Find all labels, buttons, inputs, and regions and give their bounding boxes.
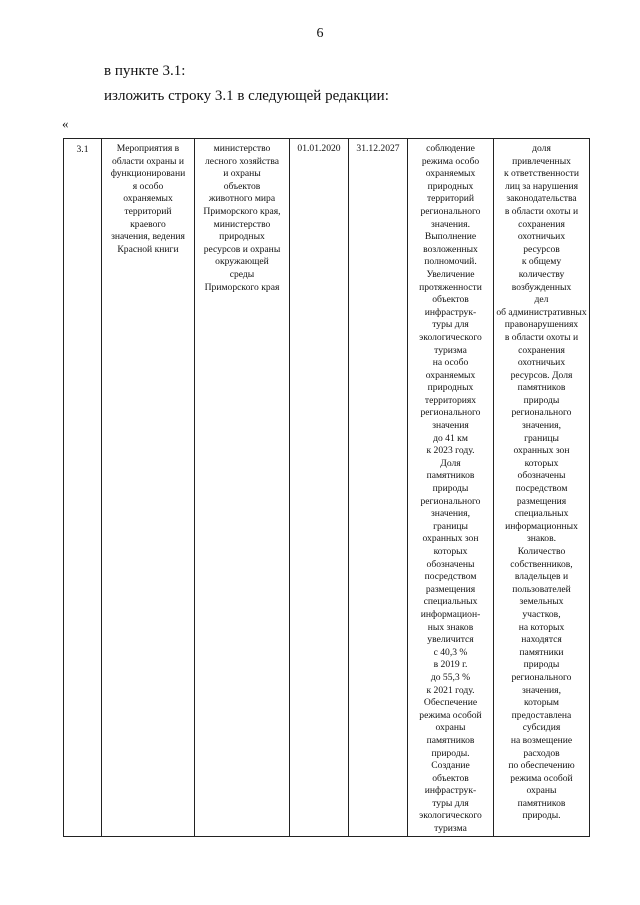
cell-text-line: дел	[534, 294, 549, 306]
amendment-point-text: в пункте 3.1:	[104, 63, 186, 79]
cell-text-line: значения.	[431, 218, 470, 230]
cell-text-line: значения,	[431, 508, 470, 520]
cell-text-line: правонарушениях	[504, 319, 579, 331]
cell-text-line: Приморского края	[204, 281, 280, 293]
cell-text-line: возложенных	[423, 243, 478, 255]
cell-text-line: охраны	[435, 722, 466, 734]
cell-text-line: охраняемых	[123, 193, 173, 205]
cell-text-line: по обеспечению	[508, 760, 575, 772]
cell-text-line: памятников	[517, 797, 566, 809]
cell-text-line: регионального	[511, 671, 572, 683]
amendment-instruction-text: изложить строку 3.1 в следующей редакции:	[104, 88, 389, 104]
cell-text-line: сохранения	[518, 344, 565, 356]
cell-text-line: Количество	[517, 546, 566, 557]
program-table	[63, 138, 590, 837]
cell-text-line: памятников	[426, 470, 475, 482]
cell-text-line: с 40,3 %	[433, 646, 468, 658]
cell-text-line: Красной книги	[117, 243, 179, 255]
cell-text-line: туры для	[432, 797, 469, 809]
cell-text-line: соблюдение	[426, 143, 475, 154]
cell-text-line: режима особой	[419, 709, 482, 721]
cell-text-line: в 2019 г.	[433, 659, 468, 671]
cell-text-line: среды	[229, 268, 255, 280]
cell-text-line: значения,	[522, 684, 561, 696]
start-date: 01.01.2020	[297, 143, 341, 154]
cell-text-line: размещения	[425, 583, 476, 595]
cell-text-line: расходов	[523, 747, 560, 759]
cell-text-line: охраняемых	[425, 168, 476, 180]
indicator-cell	[494, 139, 590, 837]
cell-text-line: охотничьих	[517, 357, 566, 369]
cell-text-line: на особо	[432, 357, 469, 369]
row-number-cell	[64, 139, 102, 837]
cell-text-line: области охраны и	[112, 155, 184, 167]
cell-text-line: протяженности	[419, 281, 482, 293]
cell-text-line: посредством	[515, 483, 568, 495]
result-cell	[408, 139, 494, 837]
cell-text-line: природы	[523, 394, 560, 406]
cell-text-line: посредством	[424, 571, 477, 583]
cell-text-line: животного мира	[208, 193, 276, 205]
cell-text-line: ресурсов	[523, 243, 560, 255]
cell-text-line: инфраструк-	[424, 785, 477, 797]
cell-text-line: экологического	[419, 331, 482, 343]
cell-text-line: министерство	[213, 218, 271, 230]
responsible-cell	[195, 139, 290, 837]
cell-text-line: границы	[433, 520, 468, 532]
cell-text-line: законодательства	[506, 193, 577, 205]
cell-text-line: значения, ведения	[111, 231, 185, 243]
end-date-cell	[349, 139, 408, 837]
cell-text-line: объектов	[432, 294, 469, 306]
cell-text-line: знаков.	[526, 533, 557, 545]
cell-text-line: туризма	[434, 823, 467, 835]
cell-text-line: режима особой	[510, 772, 573, 784]
cell-text-line: возбужденных	[511, 281, 572, 293]
cell-text-line: охотничьих	[517, 231, 566, 243]
cell-text-line: ных знаков	[427, 621, 474, 633]
cell-text-line: охраняемых	[425, 369, 476, 381]
start-date-cell	[290, 139, 349, 837]
cell-text-line: Увеличение	[426, 268, 475, 280]
cell-text-line: памятников	[517, 382, 566, 394]
activity-cell	[102, 139, 195, 837]
cell-text-line: природных	[427, 382, 474, 394]
cell-text-line: природных	[219, 231, 265, 243]
cell-text-line: лесного хозяйства	[204, 155, 280, 167]
cell-text-line: регионального	[420, 205, 481, 217]
cell-text-line: памятников	[426, 734, 475, 746]
cell-text-line: до 55,3 %	[430, 671, 471, 683]
cell-text-line: объектов	[432, 772, 469, 784]
cell-text-line: собственников,	[510, 558, 573, 570]
page-number: 6	[316, 26, 324, 41]
opening-quote-mark: «	[62, 116, 69, 131]
cell-text-line: к общему	[521, 256, 562, 268]
cell-text-line: обозначены	[517, 470, 566, 482]
cell-text-line: обозначены	[426, 558, 475, 570]
cell-text-line: природы	[523, 659, 560, 671]
cell-text-line: лиц за нарушения	[504, 180, 579, 192]
cell-text-line: объектов	[223, 180, 261, 192]
row-number: 3.1	[76, 144, 89, 155]
cell-text-line: полномочий.	[424, 256, 477, 268]
cell-text-line: специальных	[514, 508, 569, 520]
cell-text-line: привлеченных	[512, 155, 571, 167]
cell-text-line: природы.	[431, 747, 470, 759]
cell-text-line: земельных	[519, 596, 564, 608]
cell-text-line: владельцев и	[514, 571, 569, 583]
cell-text-line: количеству	[518, 268, 565, 280]
cell-text-line: информацион-	[420, 608, 481, 620]
cell-text-line: режима особо	[421, 155, 480, 167]
table-row	[64, 139, 590, 837]
cell-text-line: доля	[532, 143, 551, 154]
cell-text-line: регионального	[420, 407, 481, 419]
cell-text-line: информационных	[505, 520, 578, 532]
cell-text-line: предоставлена	[511, 709, 572, 721]
cell-text-line: Мероприятия в	[116, 143, 180, 154]
cell-text-line: туризма	[434, 344, 467, 356]
cell-text-line: природных	[427, 180, 474, 192]
cell-text-line: увеличится	[427, 634, 474, 646]
cell-text-line: субсидия	[522, 722, 561, 734]
cell-text-line: природы	[432, 483, 469, 495]
cell-text-line: до 41 км	[433, 432, 468, 444]
cell-text-line: размещения	[516, 495, 567, 507]
cell-text-line: Доля	[440, 457, 461, 469]
cell-text-line: регионального	[420, 495, 481, 507]
end-date: 31.12.2027	[356, 143, 400, 154]
cell-text-line: охранных зон	[513, 445, 570, 457]
cell-text-line: Приморского края,	[203, 205, 281, 217]
cell-text-line: сохранения	[518, 218, 565, 230]
cell-text-line: Создание	[431, 760, 470, 772]
cell-text-line: границы	[524, 432, 559, 444]
cell-text-line: туры для	[432, 319, 469, 331]
cell-text-line: ресурсов и охраны	[203, 243, 281, 255]
cell-text-line: краевого	[130, 218, 166, 230]
cell-text-line: специальных	[423, 596, 478, 608]
cell-text-line: охранных зон	[422, 533, 479, 545]
cell-text-line: в области охоты и	[504, 331, 579, 343]
cell-text-line: регионального	[511, 407, 572, 419]
cell-text-line: природы.	[522, 810, 561, 822]
cell-text-line: к 2023 году.	[426, 445, 475, 457]
cell-text-line: на которых	[518, 621, 565, 633]
cell-text-line: министерство	[213, 143, 271, 154]
cell-text-line: и охраны	[223, 168, 261, 180]
cell-text-line: функционировани	[110, 168, 186, 180]
cell-text-line: которых	[433, 546, 468, 557]
cell-text-line: пользователей	[512, 583, 571, 595]
cell-text-line: которых	[524, 457, 559, 469]
cell-text-line: экологического	[419, 810, 482, 822]
cell-text-line: Обеспечение	[423, 697, 478, 709]
cell-text-line: находятся	[521, 634, 562, 646]
cell-text-line: территорий	[426, 193, 475, 205]
cell-text-line: значения,	[522, 420, 561, 432]
cell-text-line: территориях	[424, 394, 477, 406]
cell-text-line: окружающей	[215, 256, 269, 268]
cell-text-line: в области охоты и	[504, 205, 579, 217]
cell-text-line: ресурсов. Доля	[510, 369, 573, 381]
cell-text-line: значения	[432, 420, 469, 432]
cell-text-line: к ответственности	[503, 168, 580, 180]
cell-text-line: к 2021 году.	[426, 684, 475, 696]
cell-text-line: охраны	[526, 785, 557, 797]
cell-text-line: памятники	[519, 646, 564, 658]
cell-text-line: территорий	[124, 205, 172, 217]
cell-text-line: Выполнение	[424, 231, 477, 243]
cell-text-line: об административных	[496, 306, 587, 318]
cell-text-line: на возмещение	[510, 734, 573, 746]
cell-text-line: которым	[523, 697, 560, 709]
cell-text-line: я особо	[132, 180, 164, 192]
cell-text-line: участков,	[522, 608, 561, 620]
cell-text-line: инфраструк-	[424, 306, 477, 318]
